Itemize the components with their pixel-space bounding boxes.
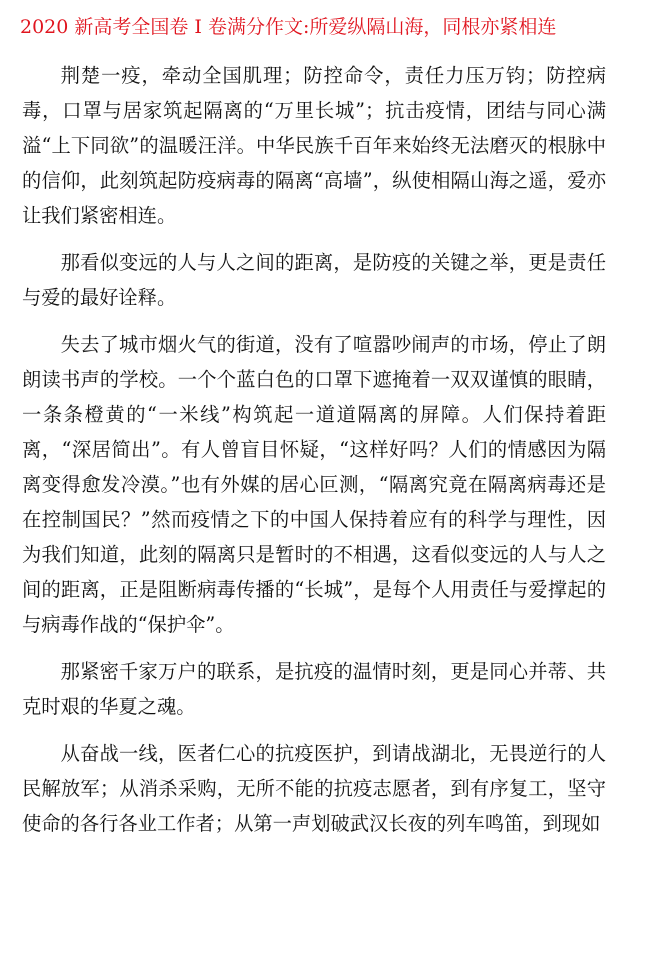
- document-body: [22, 58, 606, 853]
- paragraph-4: 那紧密千家万户的联系，是抗疫的温情时刻，更是同心并蒂、共克时艰的华夏之魂。: [22, 660, 606, 718]
- paragraph-2: 那看似变远的人与人之间的距离，是防疫的关键之举，更是责任与爱的最好诠释。: [22, 251, 606, 309]
- document-title: 2020 新高考全国卷 I 卷满分作文:所爱纵隔山海，同根亦紧相连: [20, 16, 557, 38]
- paragraph-3: 失去了城市烟火气的街道，没有了喧嚣吵闹声的市场，停止了朗朗读书声的学校。一个个蓝白色的口罩下遮掩着一双双谨慎的眼睛，一条条橙黄的“一米线”构筑起一道道隔离的屏障。人们保持着距离，“深居简出”。有人曾盲目怀疑，“这样好吗？人们的情感因为隔离变得愈发冷漠。”也有外媒的居心叵测，“隔离究竟在隔离病毒还是在控制国民？”然而疫情之下的中国人保持着应有的科学与理性，因为我们知道，此刻的隔离只是暂时的不相遇，这看似变远的人与人之间的距离，正是阻断病毒传播的“长城”，是每个人用责任与爱撑起的与病毒作战的“保护伞”。: [22, 333, 606, 636]
- paragraph-1: 荆楚一疫，牵动全国肌理；防控命令，责任力压万钧；防控病毒，口罩与居家筑起隔离的“万里长城”；抗击疫情，团结与同心满溢“上下同欲”的温暖汪洋。中华民族千百年来始终无法磨灭的根脉中的信仰，此刻筑起防疫病毒的隔离“高墙”，纵使相隔山海之遥，爱亦让我们紧密相连。: [22, 64, 606, 227]
- paragraph-5: 从奋战一线，医者仁心的抗疫医护，到请战湖北，无畏逆行的人民解放军；从消杀采购，无所不能的抗疫志愿者，到有序复工，坚守使命的各行各业工作者；从第一声划破武汉长夜的列车鸣笛，到现如: [22, 742, 606, 835]
